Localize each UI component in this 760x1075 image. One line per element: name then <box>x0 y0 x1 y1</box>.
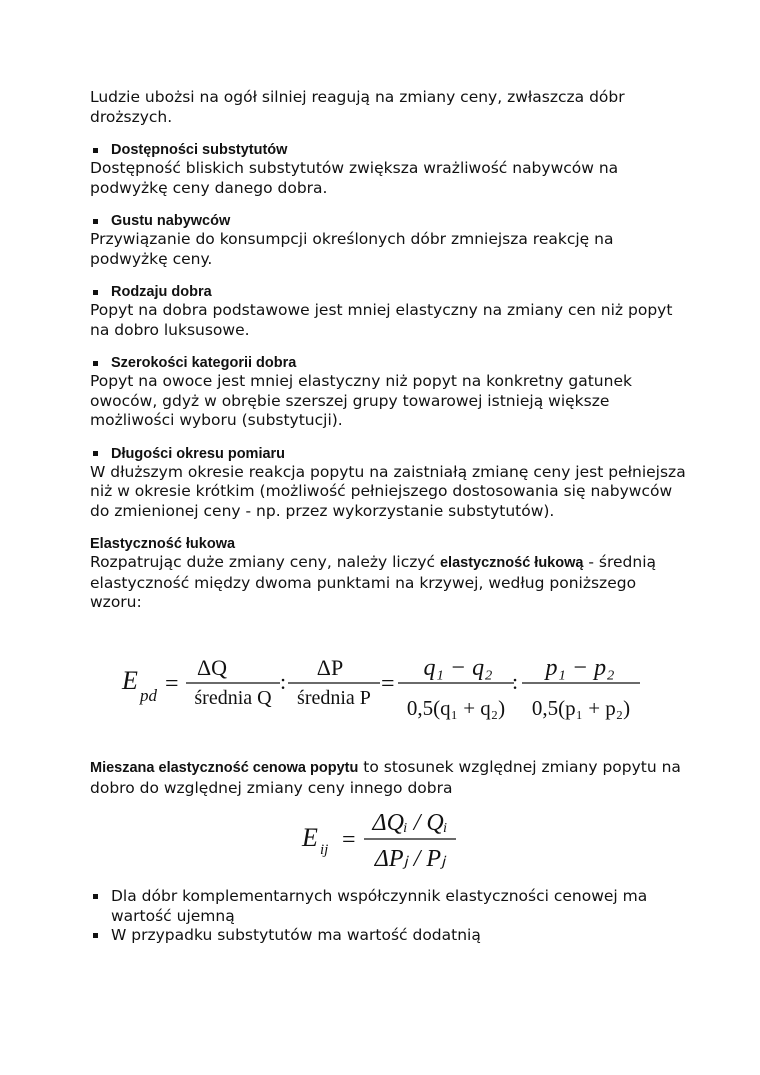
formula-colon-2: : <box>512 669 519 694</box>
section-body: Przywiązanie do konsumpcji określonych dóbr zmniejsza reakcję na podwyżkę ceny. <box>90 230 614 268</box>
bullet-square-icon <box>93 219 98 224</box>
formula2-denominator: ΔPⱼ / Pⱼ <box>374 846 446 872</box>
bullet-square-icon <box>93 148 98 153</box>
bullet-square-icon <box>93 451 98 456</box>
section-substitutes <box>90 141 690 198</box>
formula-equals-2: = <box>381 671 395 697</box>
formula-num-q-diff: q₁ − q₂ <box>423 655 493 681</box>
final-bullet-list <box>90 887 690 946</box>
formula-num-dq: ΔQ <box>196 655 228 680</box>
section-heading: Dostępności substytutów <box>111 142 288 158</box>
bullet-square-icon <box>93 290 98 295</box>
section-heading: Długości okresu pomiaru <box>111 445 286 462</box>
intro-paragraph: Ludzie ubożsi na ogół silniej reagują na zmiany ceny, zwłaszcza dóbr droższych. <box>90 88 625 126</box>
section-heading: Szerokości kategorii dobra <box>111 355 297 371</box>
section-heading: Gustu nabywców <box>111 213 231 229</box>
list-item: Dla dóbr komplementarnych współczynnik elastyczności cenowej ma wartość ujemną <box>90 887 690 926</box>
section-body: Dostępność bliskich substytutów zwiększa wrażliwość nabywców na podwyżkę ceny danego dobra. <box>90 159 619 197</box>
section-good-type <box>90 283 690 340</box>
section-category-width <box>90 354 690 431</box>
arc-paragraph: Rozpatrując duże zmiany ceny, należy liczyć elastyczność łukową - średnią elastyczność między dwoma punktami na krzywej, według poniższego wzoru: <box>90 553 656 611</box>
bullet-square-icon <box>93 361 98 366</box>
formula-E: E <box>122 666 138 695</box>
formula-num-dp: ΔP <box>316 655 344 680</box>
formula-den-p-sum: 0,5(p₁ + p₂) <box>531 696 631 720</box>
cross-elasticity-formula <box>300 804 470 874</box>
section-taste <box>90 212 690 269</box>
formula2-E: E <box>302 823 318 852</box>
section-body: Popyt na owoce jest mniej elastyczny niż popyt na konkretny gatunek owoców, gdyż w obrębie szerszej grupy towarowej istnieją większe możliwości wyboru (substytucji). <box>90 372 632 429</box>
bullet-square-icon <box>93 933 98 938</box>
arc-heading: Elastyczność łukowa <box>90 536 236 552</box>
formula-E-subscript: pd <box>140 686 157 705</box>
formula-colon: : <box>280 669 287 694</box>
formula2-E-subscript: ij <box>320 842 329 858</box>
formula2-equals: = <box>342 827 356 853</box>
bullet-square-icon <box>93 894 98 899</box>
cross-elasticity-paragraph: Mieszana elastyczność cenowa popytu to stosunek względnej zmiany popytu na dobro do względnej zmiany ceny innego dobra <box>90 758 681 797</box>
arc-elasticity-section <box>90 535 690 613</box>
formula2-numerator: ΔQᵢ / Qᵢ <box>372 810 448 836</box>
formula-den-avg-q: średnia Q <box>194 687 272 709</box>
arc-elasticity-formula <box>118 645 648 735</box>
formula-den-q-sum: 0,5(q₁ + q₂) <box>406 696 506 720</box>
section-period-length <box>90 445 690 522</box>
section-heading: Rodzaju dobra <box>111 284 212 300</box>
formula-den-avg-p: średnia P <box>297 687 371 709</box>
formula-num-p-diff: p₁ − p₂ <box>545 655 615 681</box>
document-body <box>90 88 690 613</box>
formula-equals: = <box>165 671 179 697</box>
section-body: Popyt na dobra podstawowe jest mniej elastyczny na zmiany cen niż popyt na dobro luksusowe. <box>90 301 673 339</box>
section-body: W dłuższym okresie reakcja popytu na zaistniałą zmianę ceny jest pełniejsza niż w okresie krótkim (możliwość pełniejszego dostosowania się nabywców do zmienionej ceny - np. przez wykorzystanie substytutów). <box>90 462 686 520</box>
list-item: W przypadku substytutów ma wartość dodatnią <box>90 926 690 946</box>
